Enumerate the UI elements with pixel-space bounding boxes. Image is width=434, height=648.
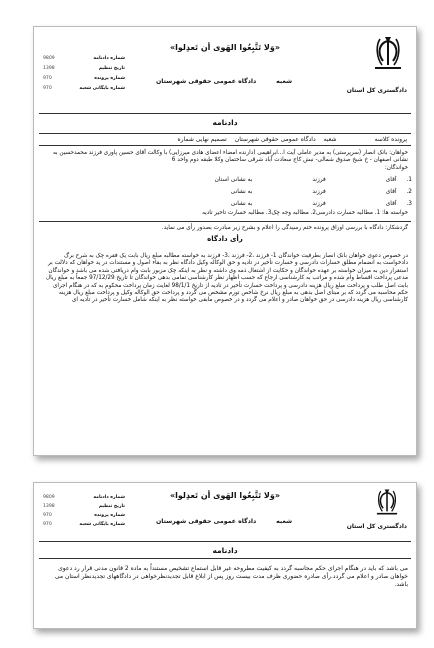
province-court: دادگستری کل استان bbox=[346, 87, 407, 94]
field-row: تاریخ تنظیم 1398 bbox=[43, 504, 125, 509]
field-row: شماره بایگانی شعبه 970 bbox=[43, 86, 125, 91]
ruling-text: در خصوص دعوی خواهان بانک انصار بطرفیت خواندگان 1- فرزند ،2- فرزند ،3- فرزند به خواسته مطالبه مبلغ ریال بابت یک فقره چک به شرح برگ دادخواست به انضمام مطلق خسارات دادرسی و خسارت تأخیر در تادیه و حق الوکاله وکیل دادگاه نظر به بقاء اصول و مستندات در ید خواهان که دلالت بر استقرار دین به میزان خواسته بر عهده خواندگان و حکایت از اشتغال ذمه وی داشته و نظر به اینکه چک مزبور بابت وام دریافتی شده می باشد و خواندگان مدعی پرداخت اقساط وام شده و مراتب به کارشناسی ارجاع که حسب اظهار نظر کارشناسی تمامی بدهی خواندگان تا تاریخ 97/12/29 جمعاً به مبلغ ریال بابت اصل طلب و پرداخت مبلغ ریال هزینه دادرسی و پرداخت خسارت تأخیر در تادیه از تاریخ 98/1/1 لغایت زمان پرداخت محکوم به که در هنگام اجرای حکم محاسبه می گردد که بر مبنای اصل بدهی به مبلغ ریال نرخ شاخص تورم مشخص می گردد و پرداخت حق الوکاله وکیل و پرداخت مبلغ ریال هزینه کارشناسی ریال هزینه دادرسی در حق خواهان صادر و اعلام می گردد و در خصوص مابقی خواسته نظر به اینکه شامل خسارت تأخیر در تادیه ای bbox=[46, 253, 408, 304]
field-row: شماره پرونده 970 bbox=[43, 76, 125, 81]
field-row: شماره دادنامه 9809 bbox=[43, 495, 125, 500]
page-header bbox=[39, 27, 411, 114]
claims-text: خواسته ها: 1. مطالبه خسارت دادرسی2. مطالبه وجه چک3. مطالبه خسارت تاخیر تادیه bbox=[202, 210, 408, 217]
list-item: 2. آقای فرزند به نشانی bbox=[230, 189, 412, 196]
field-row: تاریخ تنظیم 1398 bbox=[43, 66, 125, 71]
case-info-line: پرونده کلاسه شعبه دادگاه عمومی حقوقی شهرستان تصمیم نهایی شماره bbox=[39, 133, 411, 146]
defendants-list bbox=[34, 174, 416, 210]
court-note: گردشکار: دادگاه با بررسی اوراق پرونده ختم رسیدگی را اعلام و بشرح زیر مبادرت بصدور رأی می نماید. bbox=[161, 224, 408, 231]
judgment-page-2 bbox=[33, 482, 417, 629]
page-title: دادنامه bbox=[212, 118, 238, 127]
court-branch: شعبهدادگاه عمومی حقوقی شهرستان bbox=[155, 78, 293, 85]
divider bbox=[39, 558, 411, 559]
field-row: شماره بایگانی شعبه 970 bbox=[43, 522, 125, 527]
continuation-text: می باشد که باید در هنگام اجرای حکم محاسبه گردد به کیفیت مطروحه غیر قابل استماع تشخیص مستنداً به ماده 2 قانون مدنی قرار رد دعوی خواهان صادر و اعلام می گردد.رأی صادره حضوری ظرف مدت بیست روز پس از ابلاغ قابل تجدیدنظرخواهی در دادگاههای تجدیدنظر استان می باشد. bbox=[54, 565, 408, 588]
judgment-page-1 bbox=[33, 26, 417, 456]
header-quote: «وَلا تَتَّبِعُوا الهَوی أن تَعدِلوا» bbox=[169, 43, 281, 52]
list-item: 3. آقای فرزند به نشانی bbox=[230, 201, 412, 208]
header-fields bbox=[43, 54, 125, 94]
list-item: 1. آقای فرزند به نشانی استان bbox=[214, 177, 412, 184]
court-branch: شعبهدادگاه عمومی حقوقی شهرستان bbox=[155, 518, 293, 525]
divider bbox=[39, 221, 411, 222]
page-title: دادنامه bbox=[212, 546, 238, 555]
page-header bbox=[39, 483, 411, 542]
defendants-label: خواندگان: bbox=[384, 164, 408, 171]
header-fields bbox=[43, 493, 125, 529]
iran-emblem-icon bbox=[375, 488, 399, 516]
field-row: شماره دادنامه 9809 bbox=[43, 56, 125, 61]
iran-emblem-icon bbox=[373, 35, 403, 71]
province-court: دادگستری کل استان bbox=[346, 523, 407, 530]
field-row: شماره پرونده 970 bbox=[43, 513, 125, 518]
ruling-title: رأی دادگاه bbox=[207, 235, 243, 244]
header-quote: «وَلا تَتَّبِعُوا الهَوی أن تَعدِلوا» bbox=[169, 491, 281, 500]
plaintiff-text: خواهان: بانک انصار (سرپرستی) به مدیر عاملی آیت ا...ابراهیمی (دارنده امضاء اعضای هادی میرزایی) با وکالت آقای حسین پاوری فرزند محمدحسین به نشانی اصفهان - خ شیخ صدوق شمالی- نبش کاج سعادت آباد شرقی ساختمان وکلا طبقه دوم واحد 6 bbox=[52, 150, 408, 164]
